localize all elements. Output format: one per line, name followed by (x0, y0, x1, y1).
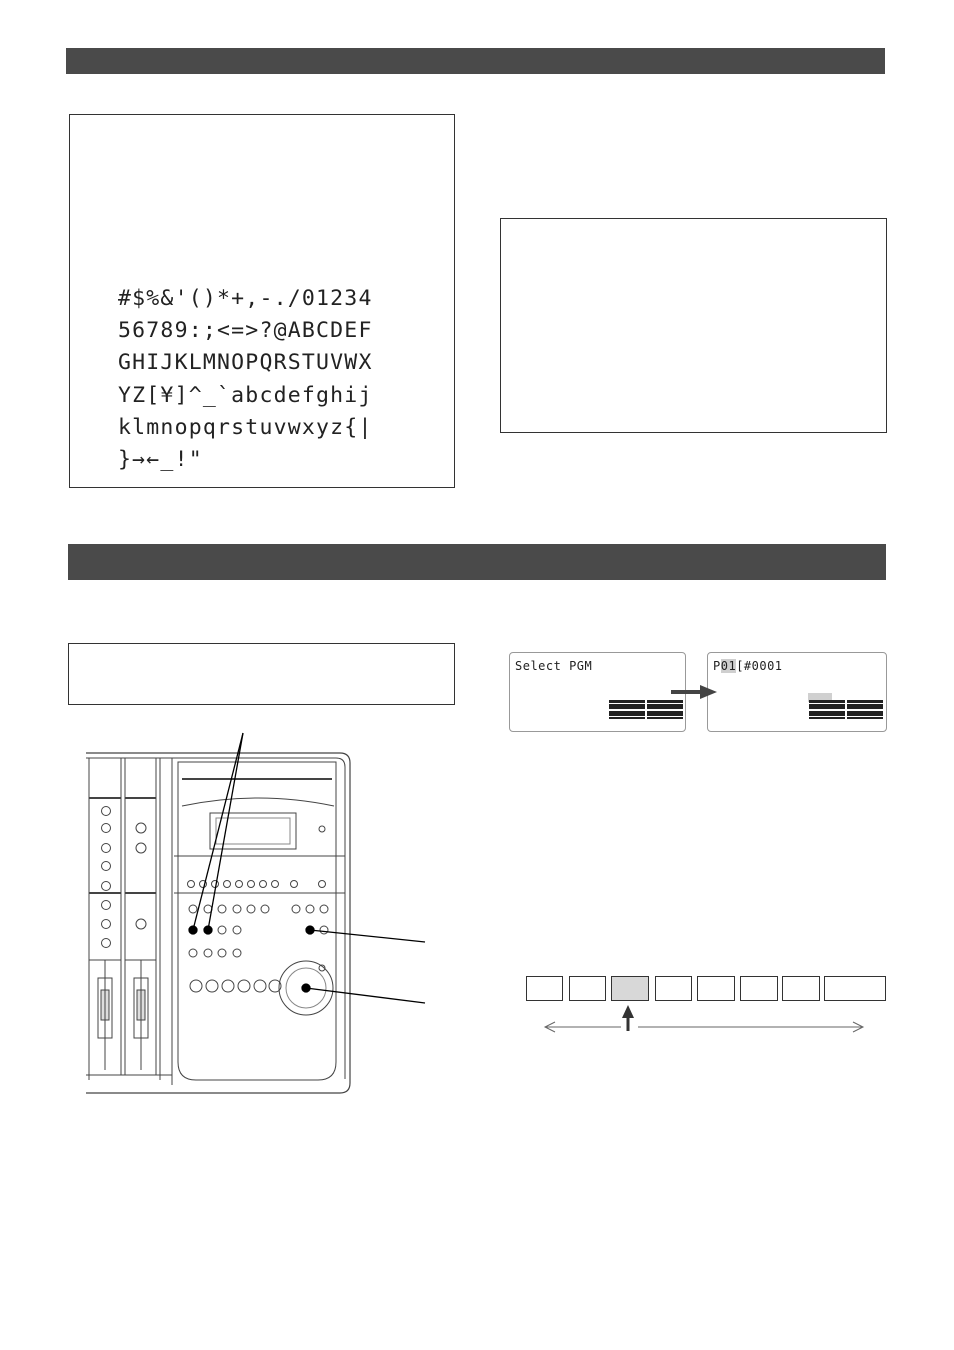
callout-pointers (189, 733, 425, 1003)
charset-line-4: YZ[¥]^_`abcdefghij (118, 382, 373, 408)
transport-buttons (190, 980, 281, 992)
button-row-4 (189, 949, 241, 957)
charset-line-1: #$%&'()*+,-./01234 (118, 286, 373, 311)
lcd-program-text: P01[#0001 (713, 659, 783, 673)
range-right-arrow-icon (638, 1022, 863, 1032)
range-left-arrow-icon (545, 1022, 621, 1032)
button-row-2 (189, 905, 328, 913)
cursor-up-arrow-icon (622, 1005, 634, 1031)
recorder-panel-illustration (86, 753, 350, 1093)
lcd-cursor-highlight: 01 (720, 659, 737, 673)
charset-line-3: GHIJKLMNOPQRSTUVWX (118, 350, 373, 376)
lcd-select-pgm-text: Select PGM (515, 659, 593, 673)
charset-line-6: }→←_!" (118, 447, 203, 473)
button-row-1 (188, 881, 326, 888)
arrow-right-icon (671, 685, 717, 699)
charset-line-5: klmnopqrstuvwxyz{| (118, 414, 373, 440)
charset-line-2: 56789:;<=>?@ABCDEF (118, 318, 373, 344)
